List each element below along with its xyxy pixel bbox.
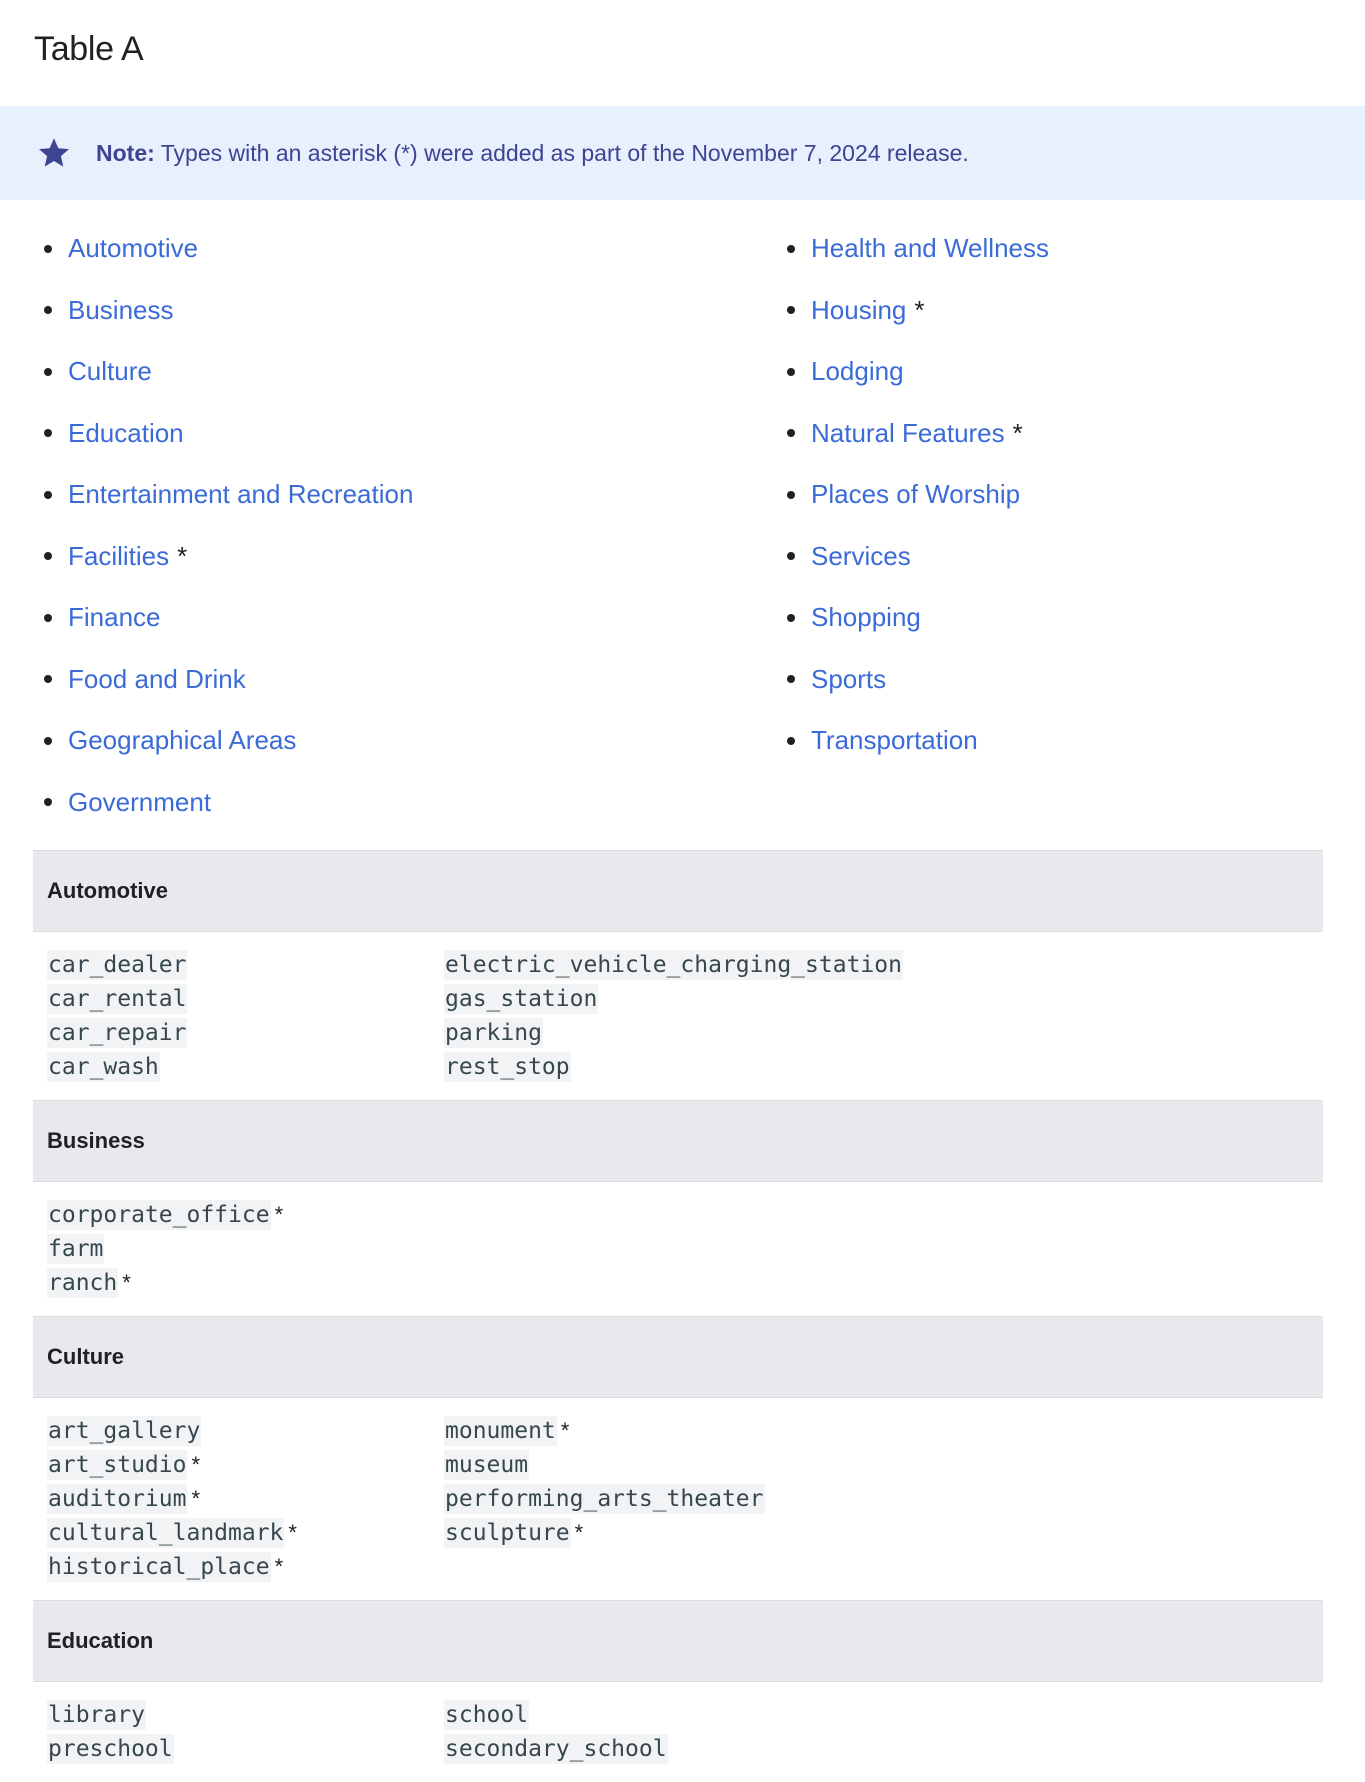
type-tables [33,850,1323,1782]
toc-item-sports [787,649,1049,711]
type-item [47,948,444,982]
toc-item-health-and-wellness [787,218,1049,280]
toc-link-culture[interactable]: Culture [68,356,152,387]
type-code: monument [445,1418,556,1444]
type-item [47,1550,444,1584]
section-body-culture [33,1398,1323,1600]
toc-link-natural-features[interactable]: Natural Features [811,417,1005,448]
type-item [47,1698,444,1732]
new-asterisk: * [274,1202,284,1227]
type-code: corporate_office [48,1202,270,1228]
toc-link-lodging[interactable]: Lodging [811,356,904,387]
toc-link-housing[interactable]: Housing [811,294,907,325]
type-item [47,982,444,1016]
new-asterisk: * [560,1418,570,1443]
bullet-icon [44,737,52,745]
type-item [47,1232,444,1266]
toc-item-lodging [787,341,1049,403]
bullet-icon [787,306,795,314]
type-item [47,1482,444,1516]
toc-item-food-and-drink [44,649,413,711]
toc-item-entertainment-and-recreation [44,464,413,526]
type-code: cultural_landmark [48,1520,284,1546]
toc-link-food-and-drink[interactable]: Food and Drink [68,663,246,694]
note-message: Types with an asterisk (*) were added as part of the November 7, 2024 release. [160,139,969,166]
toc-column-left [44,218,413,833]
type-code: auditorium [48,1486,187,1512]
toc-item-culture [44,341,413,403]
type-item [47,1050,444,1084]
bullet-icon [787,614,795,622]
section-header-business: Business [33,1100,1323,1182]
type-code: rest_stop [445,1054,570,1080]
type-column [444,1698,668,1766]
type-item [47,1414,444,1448]
type-code: performing_arts_theater [445,1486,764,1512]
toc-item-education [44,403,413,465]
type-code: art_gallery [48,1418,201,1444]
type-item [444,1698,668,1732]
new-asterisk: * [288,1520,297,1545]
type-code: car_repair [48,1020,187,1046]
toc-item-government [44,772,413,834]
new-asterisk: * [122,1270,131,1295]
type-code: sculpture [445,1520,570,1546]
toc-link-shopping[interactable]: Shopping [811,602,921,633]
type-column [47,1698,444,1766]
bullet-icon [44,245,52,253]
toc-item-transportation [787,710,1049,772]
type-item [444,1016,903,1050]
type-item [47,1732,444,1766]
type-item [47,1448,444,1482]
type-column [444,1414,765,1584]
toc-item-shopping [787,587,1049,649]
note-label: Note: [96,139,155,166]
type-code: library [48,1702,145,1728]
bullet-icon [787,737,795,745]
type-code: museum [445,1452,529,1478]
new-asterisk: * [914,294,925,325]
toc-link-entertainment-and-recreation[interactable]: Entertainment and Recreation [68,479,414,510]
type-code: car_dealer [48,952,187,978]
toc-column-right [787,218,1049,772]
bullet-icon [44,614,52,622]
new-asterisk: * [177,540,188,571]
bullet-icon [787,675,795,683]
bullet-icon [44,798,52,806]
section-header-automotive: Automotive [33,850,1323,932]
type-item [47,1016,444,1050]
section-header-education: Education [33,1600,1323,1682]
type-code: preschool [48,1736,173,1762]
toc-link-finance[interactable]: Finance [68,602,161,633]
toc-item-housing [787,280,1049,342]
type-item [444,982,903,1016]
type-code: ranch [48,1270,118,1296]
type-item [444,1482,765,1516]
toc-link-transportation[interactable]: Transportation [811,725,978,756]
bullet-icon [44,306,52,314]
new-asterisk: * [274,1554,284,1579]
toc-link-business[interactable]: Business [68,294,174,325]
type-code: farm [48,1236,104,1262]
section-header-culture: Culture [33,1316,1323,1398]
toc-link-places-of-worship[interactable]: Places of Worship [811,479,1021,510]
toc-link-sports[interactable]: Sports [811,663,887,694]
toc-item-finance [44,587,413,649]
bullet-icon [787,552,795,560]
new-asterisk: * [1012,417,1023,448]
type-code: school [445,1702,529,1728]
toc-item-places-of-worship [787,464,1049,526]
section-body-education [33,1682,1323,1782]
type-column [47,1414,444,1584]
type-code: parking [445,1020,542,1046]
toc-item-automotive [44,218,413,280]
type-code: electric_vehicle_charging_station [445,952,902,978]
toc-item-natural-features [787,403,1049,465]
type-item [444,1050,903,1084]
new-asterisk: * [191,1452,201,1477]
type-item [444,1414,765,1448]
type-code: historical_place [48,1554,270,1580]
section-body-business [33,1182,1323,1316]
note-banner [0,106,1365,200]
type-column [47,948,444,1084]
bullet-icon [787,429,795,437]
toc-link-facilities[interactable]: Facilities [68,540,170,571]
bullet-icon [787,245,795,253]
type-code: car_rental [48,986,187,1012]
type-code: car_wash [48,1054,159,1080]
toc-link-services[interactable]: Services [811,540,911,571]
section-body-automotive [33,932,1323,1100]
toc-link-geographical-areas[interactable]: Geographical Areas [68,725,297,756]
bullet-icon [787,491,795,499]
type-item [444,948,903,982]
bullet-icon [44,552,52,560]
new-asterisk: * [191,1486,201,1511]
type-item [47,1266,444,1300]
note-text [96,140,969,167]
toc-link-education[interactable]: Education [68,417,184,448]
toc-item-business [44,280,413,342]
bullet-icon [44,429,52,437]
type-column [444,948,903,1084]
bullet-icon [787,368,795,376]
bullet-icon [44,491,52,499]
bullet-icon [44,368,52,376]
page-title: Table A [34,30,144,68]
bullet-icon [44,675,52,683]
type-code: gas_station [445,986,598,1012]
type-item [444,1448,765,1482]
type-column [47,1198,444,1300]
type-item [47,1516,444,1550]
toc-link-health-and-wellness[interactable]: Health and Wellness [811,233,1049,264]
type-code: secondary_school [445,1736,667,1762]
toc-item-services [787,526,1049,588]
star-icon [36,135,72,171]
new-asterisk: * [574,1520,584,1545]
toc-item-geographical-areas [44,710,413,772]
type-item [444,1516,765,1550]
type-item [444,1732,668,1766]
toc-item-facilities [44,526,413,588]
toc-link-government[interactable]: Government [68,786,212,817]
type-item [47,1198,444,1232]
toc-link-automotive[interactable]: Automotive [68,233,199,264]
type-code: art_studio [48,1452,187,1478]
